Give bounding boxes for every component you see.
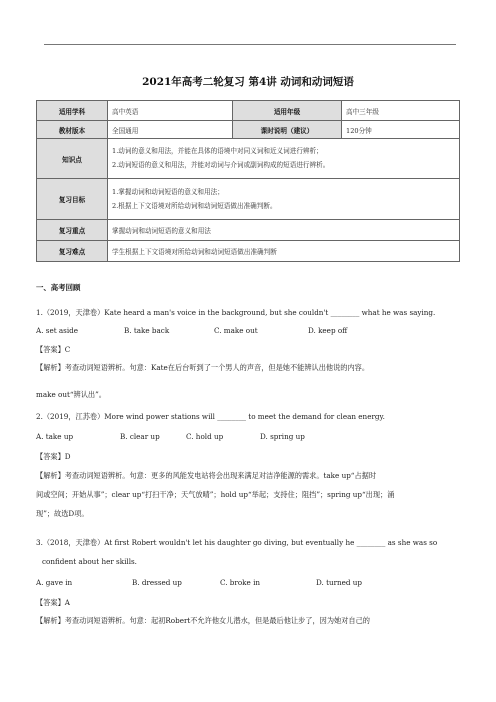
q2-option-b: B. clear up [120,432,160,441]
q3-stem: 3.（2018，天津卷）At first Robert wouldn't let his daughter go diving, but eventually he ________ as she was so [36,538,438,547]
document-title: 2021年高考二轮复习 第4讲 动词和动词短语 [142,76,354,88]
q3-options [36,578,362,587]
knowledge-item: 1.动词的意义和用法，并能在具体的语境中对同义词和近义词进行辨析； [112,147,323,155]
q3-explanation: 【解析】考查动词短语辨析。句意：起初Robert不允许他女儿潜水，但是最后他让步了，因为她对自己的 [36,616,370,625]
q2-options [36,432,305,441]
q3-stem: confident about her skills. [42,557,137,566]
grade-label: 适用年级 [233,101,342,121]
header-rule [44,44,456,45]
q1-answer: 【答案】C [36,345,71,354]
knowledge-cell [108,139,460,179]
goal-item: 2.根据上下文语境对所给动词和动词短语做出准确判断。 [112,201,277,210]
subject-value: 高中英语 [108,101,233,121]
difficulty-label: 复习难点 [37,241,108,262]
q3-option-c: C. broke in [220,578,260,587]
duration-value: 120分钟 [342,121,460,139]
q1-options [36,326,347,335]
goal-label: 复习目标 [37,179,108,220]
knowledge-label: 知识点 [37,139,108,179]
q2-explanation: 现”；故选D项。 [36,509,89,518]
subject-label: 适用学科 [37,101,108,121]
difficulty-value: 学生根据上下文语境对所给动词和动词短语做出准确判断 [108,241,460,262]
q2-explanation: 【解析】考查动词短语辨析。句意：更多的风能发电站将会出现来满足对洁净能源的需求。take up“占据时 [36,471,377,480]
edition-value: 全国通用 [108,121,233,139]
knowledge-item: 2.动词短语的意义和用法，并能对动词与介词或副词构成的短语进行辨析。 [112,161,330,169]
q2-option-c: C. hold up [186,432,224,441]
q3-answer: 【答案】A [36,598,70,607]
goal-cell [108,179,460,220]
q1-option-b: B. take back [124,326,170,335]
q1-option-d: D. keep off [308,326,348,335]
focus-value: 掌握动词和动词短语的意义和用法 [108,220,460,241]
q3-option-b: B. dressed up [132,578,182,587]
q3-option-d: D. turned up [316,578,363,587]
q3-option-a: A. gave in [36,578,73,587]
course-info-table [36,100,460,262]
edition-label: 教材版本 [37,121,108,139]
q2-answer: 【答案】D [36,452,71,461]
q1-stem: 1.（2019，天津卷）Kate heard a man's voice in the background, but she couldn't ________ what he was saying. [36,308,436,317]
section-heading: 一、高考回顾 [36,283,81,292]
grade-value: 高中三年级 [342,101,460,121]
goal-item: 1.掌握动词和动词短语的意义和用法； [112,187,224,196]
q1-option-c: C. make out [214,326,258,335]
q2-explanation: 间或空间；开始从事”；clear up“打扫干净；天气放晴”；hold up“举起；支持住；阻挡”；spring up“出现；涌 [36,490,395,499]
duration-label: 课时说明（建议） [233,121,342,139]
q2-option-d: D. spring up [260,432,305,441]
focus-label: 复习重点 [37,220,108,241]
q2-option-a: A. take up [36,432,74,441]
q1-option-a: A. set aside [36,326,79,335]
q1-explanation: 【解析】考查动词短语辨析。句意：Kate在后台听到了一个男人的声音，但是她不能辨认出他说的内容。 [36,363,370,372]
q1-explanation: make out“辨认出”。 [36,390,106,399]
q2-stem: 2.（2019，江苏卷）More wind power stations will ________ to meet the demand for clean energy. [36,412,385,421]
